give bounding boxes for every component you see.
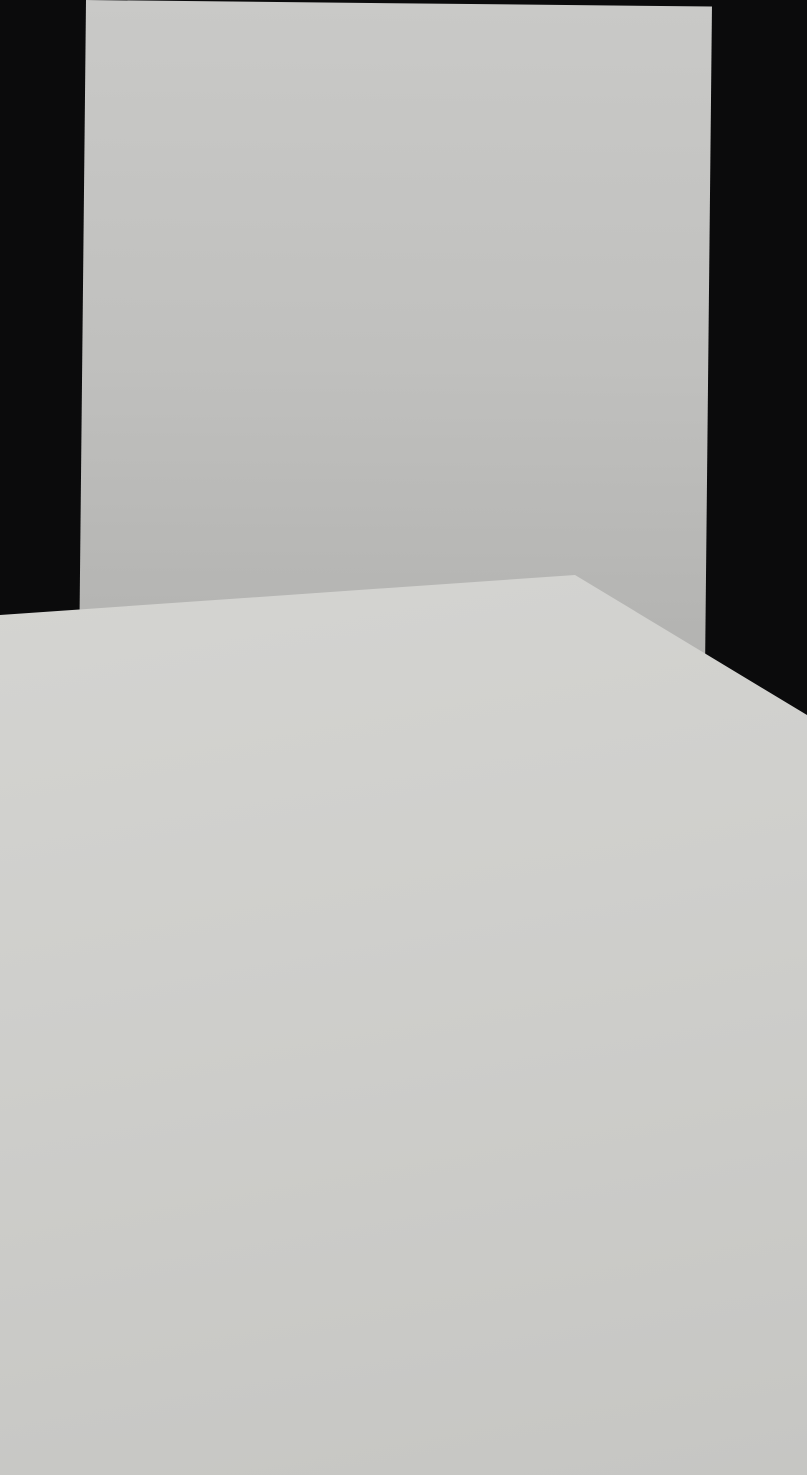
- top-worksheet-page: [79, 0, 712, 657]
- exercise-2-page: [0, 575, 807, 1475]
